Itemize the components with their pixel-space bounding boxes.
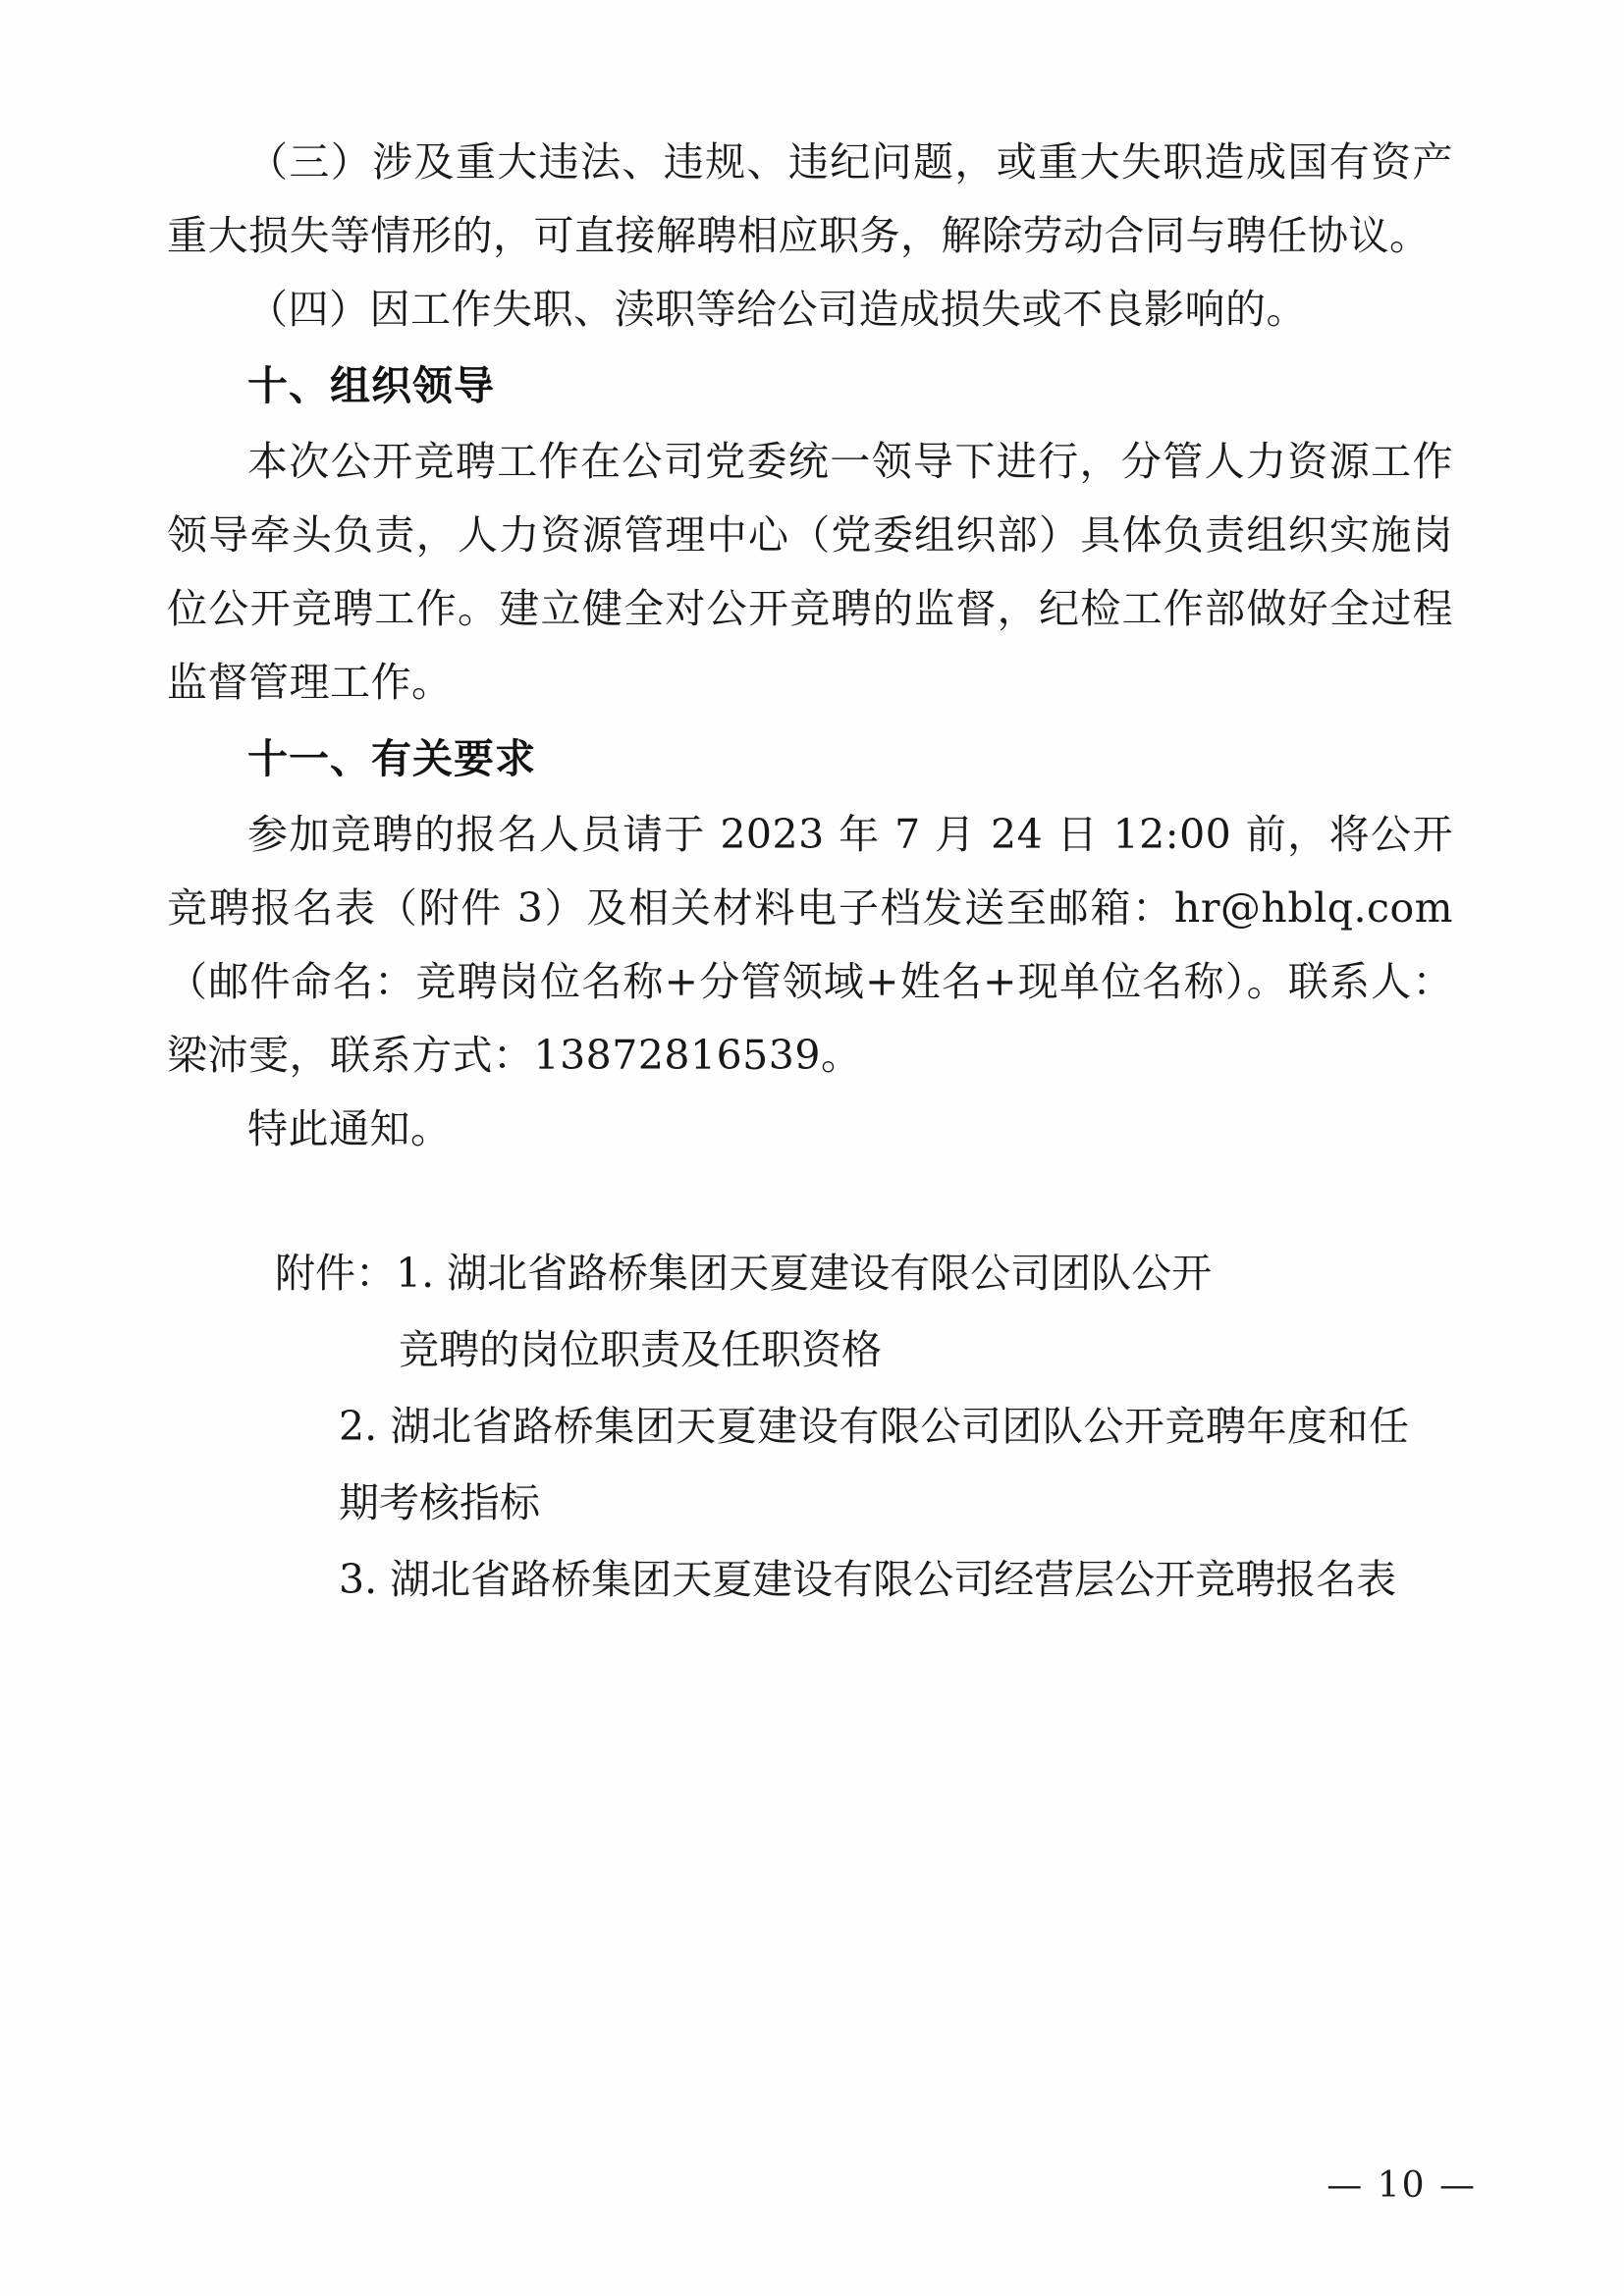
spacer: [167, 1166, 1453, 1225]
attachment-item-1-line-2: 竞聘的岗位职责及任职资格: [399, 1326, 882, 1373]
attachment-item-2: 2. 湖北省路桥集团天夏建设有限公司团队公开竞聘年度和任期考核指标: [339, 1403, 1409, 1526]
paragraph-clause-4: （四）因工作失职、渎职等给公司造成损失或不良影响的。: [247, 286, 1307, 333]
attachments-list: [167, 1235, 1453, 1618]
section-heading-10: 十、组织领导: [247, 362, 495, 409]
attachment-item-1-line-1: [167, 1235, 1453, 1311]
attachments-label: 附件：: [275, 1250, 396, 1297]
paragraph-section-10: 本次公开竞聘工作在公司党委统一领导下进行，分管人力资源工作领导牵头负责，人力资源管理中心（党委组织部）具体负责组织实施岗位公开竞聘工作。建立健全对公开竞聘的监督，纪检工作部做好全过程监督管理工作。: [167, 438, 1453, 706]
paragraph-notice-closing: 特此通知。: [247, 1105, 452, 1152]
page-number: — 10 —: [1326, 2165, 1477, 2206]
paragraph-section-11: 参加竞聘的报名人员请于 2023 年 7 月 24 日 12:00 前，将公开竞聘报名表（附件 3）及相关材料电子档发送至邮箱：hr@hblq.com（邮件命名：竞聘岗位名称+分管领域+姓名+现单位名称）。联系人：梁沛雯，联系方式：13872816539。: [167, 811, 1453, 1079]
document-body: [167, 126, 1453, 1618]
section-heading-11: 十一、有关要求: [247, 735, 536, 782]
attachment-item-1-text: 1. 湖北省路桥集团天夏建设有限公司团队公开: [396, 1250, 1213, 1297]
paragraph-clause-3: （三）涉及重大违法、违规、违纪问题，或重大失职造成国有资产重大损失等情形的，可直接解聘相应职务，解除劳动合同与聘任协议。: [167, 138, 1453, 259]
attachment-item-3: 3. 湖北省路桥集团天夏建设有限公司经营层公开竞聘报名表: [339, 1556, 1397, 1603]
